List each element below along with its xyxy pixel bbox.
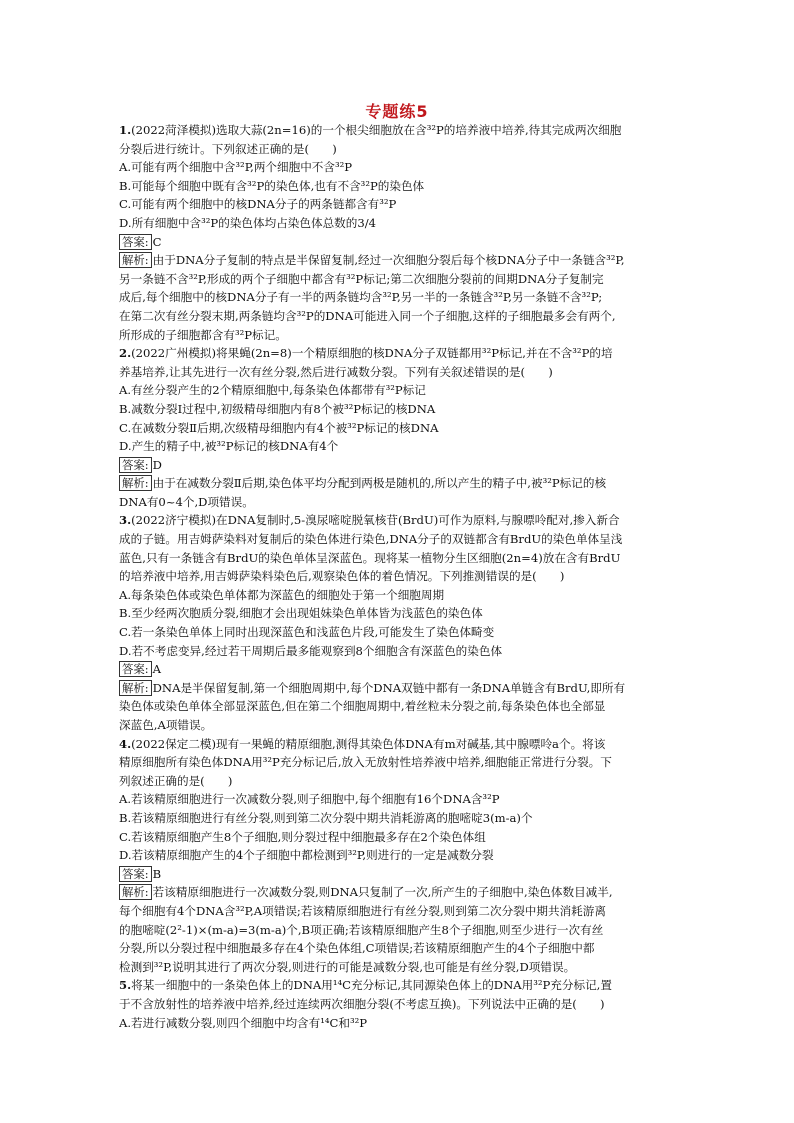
answer-line [119,660,699,679]
line-text: 精原细胞所有染色体DNA用³²P充分标记后,放入无放射性培养液中培养,细胞能正常进行分裂。下 [119,755,612,770]
line-text: 将某一细胞中的一条染色体上的DNA用¹⁴C充分标记,其同源染色体上的DNA用³²P充分标记,置 [131,978,612,993]
text-line [119,623,699,642]
line-text: D.若该精原细胞产生的4个子细胞中都检测到³²P,则进行的一定是减数分裂 [119,848,494,863]
line-text: A.每条染色体或染色单体都为深蓝色的细胞处于第一个细胞周期 [119,587,445,602]
line-text: 染色体或染色单体全部显深蓝色,但在第二个细胞周期中,着丝粒未分裂之前,每条染色体也全部显 [119,699,606,714]
text-line [119,586,699,605]
text-line [119,214,699,233]
text-line [119,177,699,196]
answer-tag: 解析: [119,680,152,696]
line-text: (2022济宁模拟)在DNA复制时,5-溴尿嘧啶脱氧核苷(BrdU)可作为原料,与腺嘌呤配对,掺入新合 [131,513,620,528]
text-line [119,437,699,456]
line-text: 蓝色,只有一条链含有BrdU的染色单体呈深蓝色。现将某一植物分生区细胞(2n=4)放在含有BrdU [119,550,621,565]
line-text: DNA是半保留复制,第一个细胞周期中,每个DNA双链中都有一条DNA单链含有BrdU,即所有 [152,680,626,695]
question-number: 1. [119,123,132,137]
line-text: 在第二次有丝分裂末期,两条链均含³²P的DNA可能进入同一个子细胞,这样的子细胞最多会有两个, [119,308,616,323]
line-text: 的胞嘧啶(2²-1)×(m-a)=3(m-a)个,B项正确;若该精原细胞产生8个子细胞,则至少进行一次有丝 [119,922,604,937]
line-text: D.若不考虑变异,经过若干周期后最多能观察到8个细胞含有深蓝色的染色体 [119,643,503,658]
line-text: C.若该精原细胞产生8个子细胞,则分裂过程中细胞最多存在2个染色体组 [119,829,486,844]
text-line [119,195,699,214]
text-line [119,846,699,865]
text-line [119,270,699,289]
line-text: A.若进行减数分裂,则四个细胞中均含有¹⁴C和³²P [119,1015,368,1030]
question-number: 4. [119,736,132,751]
answer-line [119,456,699,475]
line-text: C.若一条染色单体上同时出现深蓝色和浅蓝色片段,可能发生了染色体畸变 [119,625,495,640]
text-line [119,400,699,419]
line-text: D.所有细胞中含³²P的染色体均占染色体总数的3/4 [119,215,377,230]
text-line [119,530,699,549]
text-line [119,902,699,921]
answer-tag: 解析: [119,252,152,268]
text-line [119,921,699,940]
answer-line [119,474,699,493]
line-text: 每个细胞有4个DNA含³²P,A项错误;若该精原细胞进行有丝分裂,则到第二次分裂中期共消耗游离 [119,903,606,918]
line-text: DNA有0~4个,D项错误。 [119,494,254,509]
text-line [119,697,699,716]
page-title: 专题练5 [365,102,429,121]
text-line [119,642,699,661]
text-line [119,939,699,958]
answer-line [119,233,699,252]
text-line [119,419,699,438]
question-number: 2. [119,346,132,361]
line-text: 成的子链。用吉姆萨染料对复制后的染色体进行染色,DNA分子的双链都含有BrdU的染色单体呈浅 [119,532,623,547]
text-line [119,363,699,382]
text-line [119,381,699,400]
line-text: B.至少经两次胞质分裂,细胞才会出现姐妹染色单体皆为浅蓝色的染色体 [119,606,483,621]
text-line [119,140,699,159]
line-text: B.可能每个细胞中既有含³²P的染色体,也有不含³²P的染色体 [119,178,425,193]
text-line [119,158,699,177]
text-line [119,809,699,828]
text-line [119,567,699,586]
line-text: 检测到³²P,说明其进行了两次分裂,则进行的可能是减数分裂,也可能是有丝分裂,D项错误。 [119,959,576,974]
answer-tag: 答案: [119,234,152,250]
line-text: 的培养液中培养,用吉姆萨染料染色后,观察染色体的着色情况。下列推测错误的是( ) [119,569,565,584]
line-text: A [152,662,161,677]
text-line [119,307,699,326]
answer-line [119,251,699,270]
line-text: 成后,每个细胞中的核DNA分子有一半的两条链均含³²P,另一半的一条链含³²P,另一条链不含³²P; [119,290,603,305]
text-line [119,716,699,735]
line-text: A.有丝分裂产生的2个精原细胞中,每条染色体都带有³²P标记 [119,383,426,398]
answer-line [119,883,699,902]
question-line [119,511,699,530]
question-line [119,344,699,363]
line-text: 于不含放射性的培养液中培养,经过连续两次细胞分裂(不考虑互换)。下列说法中正确的是( ) [119,996,605,1011]
text-line [119,790,699,809]
text-line [119,772,699,791]
text-line [119,604,699,623]
line-text: A.可能有两个细胞中含³²P,两个细胞中不含³²P [119,160,353,175]
line-text: (2022保定二模)现有一果蝇的精原细胞,测得其染色体DNA有m对碱基,其中腺嘌呤a个。将该 [131,736,606,751]
question-number: 3. [119,513,132,528]
line-text: C.可能有两个细胞中的核DNA分子的两条链都含有³²P [119,197,397,212]
line-text: 分裂后进行统计。下列叙述正确的是( ) [119,141,337,156]
line-text: 列叙述正确的是( ) [119,773,233,788]
line-text: 由于在减数分裂Ⅱ后期,染色体平均分配到两极是随机的,所以产生的精子中,被³²P标记的核 [152,476,607,491]
line-text: 所形成的子细胞都含有³²P标记。 [119,327,287,342]
text-line [119,549,699,568]
line-text: (2022广州模拟)将果蝇(2n=8)一个精原细胞的核DNA分子双链都用³²P标记,并在不含³²P的培 [131,346,613,361]
answer-line [119,679,699,698]
answer-tag: 答案: [119,661,152,677]
line-text: 另一条链不含³²P,形成的两个子细胞中都含有³²P标记;第二次细胞分裂前的间期DNA分子复制完 [119,271,604,286]
line-text: 由于DNA分子复制的特点是半保留复制,经过一次细胞分裂后每个核DNA分子中一条链含³²P, [152,253,625,268]
line-text: B.若该精原细胞进行有丝分裂,则到第二次分裂中期共消耗游离的胞嘧啶3(m-a)个 [119,810,533,825]
line-text: 养基培养,让其先进行一次有丝分裂,然后进行减数分裂。下列有关叙述错误的是( ) [119,364,553,379]
line-text: B.减数分裂Ⅰ过程中,初级精母细胞内有8个被³²P标记的核DNA [119,401,436,416]
text-line [119,1014,699,1033]
question-number: 5. [119,978,132,993]
text-line [119,493,699,512]
line-text: 深蓝色,A项错误。 [119,718,213,732]
answer-line [119,865,699,884]
answer-tag: 答案: [119,866,152,882]
line-text: A.若该精原细胞进行一次减数分裂,则子细胞中,每个细胞有16个DNA含³²P [119,792,500,807]
text-line [119,828,699,847]
answer-tag: 解析: [119,475,152,491]
line-text: 分裂,所以分裂过程中细胞最多存在4个染色体组,C项错误;若该精原细胞产生的4个子细胞中都 [119,941,595,956]
question-line [119,121,699,140]
question-line [119,735,699,754]
text-line [119,326,699,345]
line-text: (2022菏泽模拟)选取大蒜(2n=16)的一个根尖细胞放在含³²P的培养液中培养,待其完成两次细胞 [131,123,622,137]
answer-tag: 解析: [119,884,152,900]
question-line [119,976,699,995]
line-text: C.在减数分裂Ⅱ后期,次级精母细胞内有4个被³²P标记的核DNA [119,420,439,435]
text-line [119,958,699,977]
text-line [119,753,699,772]
line-text: D.产生的精子中,被³²P标记的核DNA有4个 [119,439,339,454]
text-line [119,995,699,1014]
answer-tag: 答案: [119,457,152,473]
line-text: B [152,866,162,881]
text-line [119,288,699,307]
line-text: C [152,234,162,249]
line-text: 若该精原细胞进行一次减数分裂,则DNA只复制了一次,所产生的子细胞中,染色体数目减半, [152,885,613,900]
exercise-content [119,121,699,1032]
line-text: D [152,457,162,472]
